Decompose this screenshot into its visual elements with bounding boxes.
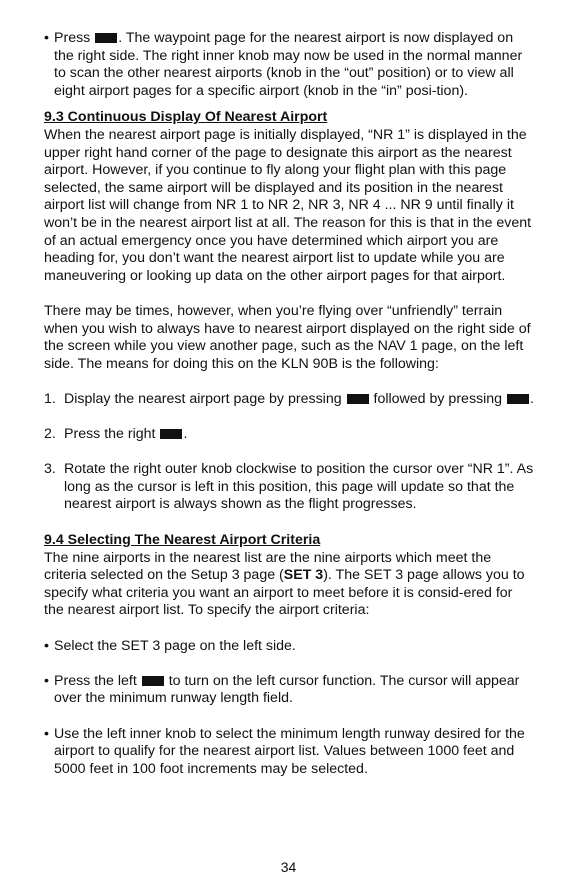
section-heading-9-3: 9.3 Continuous Display Of Nearest Airport xyxy=(44,109,328,126)
bullet-dot: • xyxy=(44,672,49,689)
bullet-dot: • xyxy=(44,30,49,46)
page-number: 34 xyxy=(280,859,297,875)
step-3 xyxy=(44,461,536,514)
bullet-text-pre: Press xyxy=(54,30,91,46)
button-key-icon xyxy=(160,429,182,439)
press-instruction-bullet xyxy=(44,30,536,100)
para-text-pre: The nine airports in the nearest list are the nine airports which meet the criteria selected on the Setup 3 page ( xyxy=(44,549,492,584)
step-2 xyxy=(44,426,536,444)
button-key-icon xyxy=(142,676,164,686)
bullet-text: Use the left inner knob to select the minimum length runway desired for the airport to qualify for the nearest airport list. Values between 1000 feet and 5000 feet in 100 foot increments may be selected. xyxy=(54,725,525,777)
step-text-pre: Display the nearest airport page by pressing xyxy=(64,390,342,407)
button-key-icon xyxy=(347,394,369,404)
step-text: Rotate the right outer knob clockwise to position the cursor over “NR 1”. As long as the cursor is left in this position, this page will update so that the nearest airport is always shown as the flight progresses. xyxy=(64,461,534,513)
section-9-3-paragraph-1: When the nearest airport page is initially displayed, “NR 1” is displayed in the upper right hand corner of the page to designate this airport as the nearest airport. However, if you continue to fly along your flight plan with this page selected, the same airport will be displayed and its position in the nearest airport list will change from NR 1 to NR 2, NR 3, NR 4 ... NR 9 until finally it won’t be in the nearest airport list at all. The reason for this is that in the event of an actual emergency once you have determined which airport you are heading for, you don’t want the nearest airport list to update while you are maneuvering or looking up data on the other airport pages for that airport. xyxy=(44,126,532,284)
criteria-bullet-1 xyxy=(44,638,536,656)
bullet-text-pre: Press the left xyxy=(54,672,137,689)
section-heading-9-4: 9.4 Selecting The Nearest Airport Criteria xyxy=(44,532,321,549)
para-text-post: ). The SET 3 page allows you to specify what criteria you want an airport to meet before it is consid-ered for the nearest airport list. To specify the airport criteria: xyxy=(44,567,525,619)
manual-page xyxy=(44,30,536,778)
criteria-bullet-3 xyxy=(44,726,536,779)
bullet-dot: • xyxy=(44,637,49,654)
section-9-3-paragraph-2: There may be times, however, when you’re flying over “unfriendly” terrain when you wish to always have to nearest airport displayed on the right side of the screen while you view another page, such as the NAV 1 page, on the left side. The means for doing this on the KLN 90B is the following: xyxy=(44,302,531,372)
step-text-post: . xyxy=(530,390,534,407)
bullet-text-post: to turn on the left cursor function. The cursor will appear over the minimum runway length field. xyxy=(54,672,520,707)
para-text-bold: SET 3 xyxy=(283,567,324,584)
criteria-bullet-2 xyxy=(44,673,536,708)
step-number: 3. xyxy=(44,461,56,478)
step-text-mid: followed by pressing xyxy=(373,390,503,407)
button-key-icon xyxy=(507,394,529,404)
section-9-4-paragraph xyxy=(44,550,536,620)
step-text-post: . xyxy=(183,426,188,443)
bullet-dot: • xyxy=(44,725,49,742)
bullet-text: Select the SET 3 page on the left side. xyxy=(54,637,296,654)
bullet-text-rest: . The waypoint page for the nearest airport is now displayed on the right side. The right inner knob may now be used in the normal manner to scan the other nearest airports (knob in the “out” position) or to view all eight airport pages for a specific airport (knob in the “in” posi-tion). xyxy=(54,30,523,99)
step-text-pre: Press the right xyxy=(64,426,156,443)
button-key-icon xyxy=(95,33,117,43)
step-1 xyxy=(44,391,536,409)
step-number: 1. xyxy=(44,390,56,407)
step-number: 2. xyxy=(44,426,56,443)
